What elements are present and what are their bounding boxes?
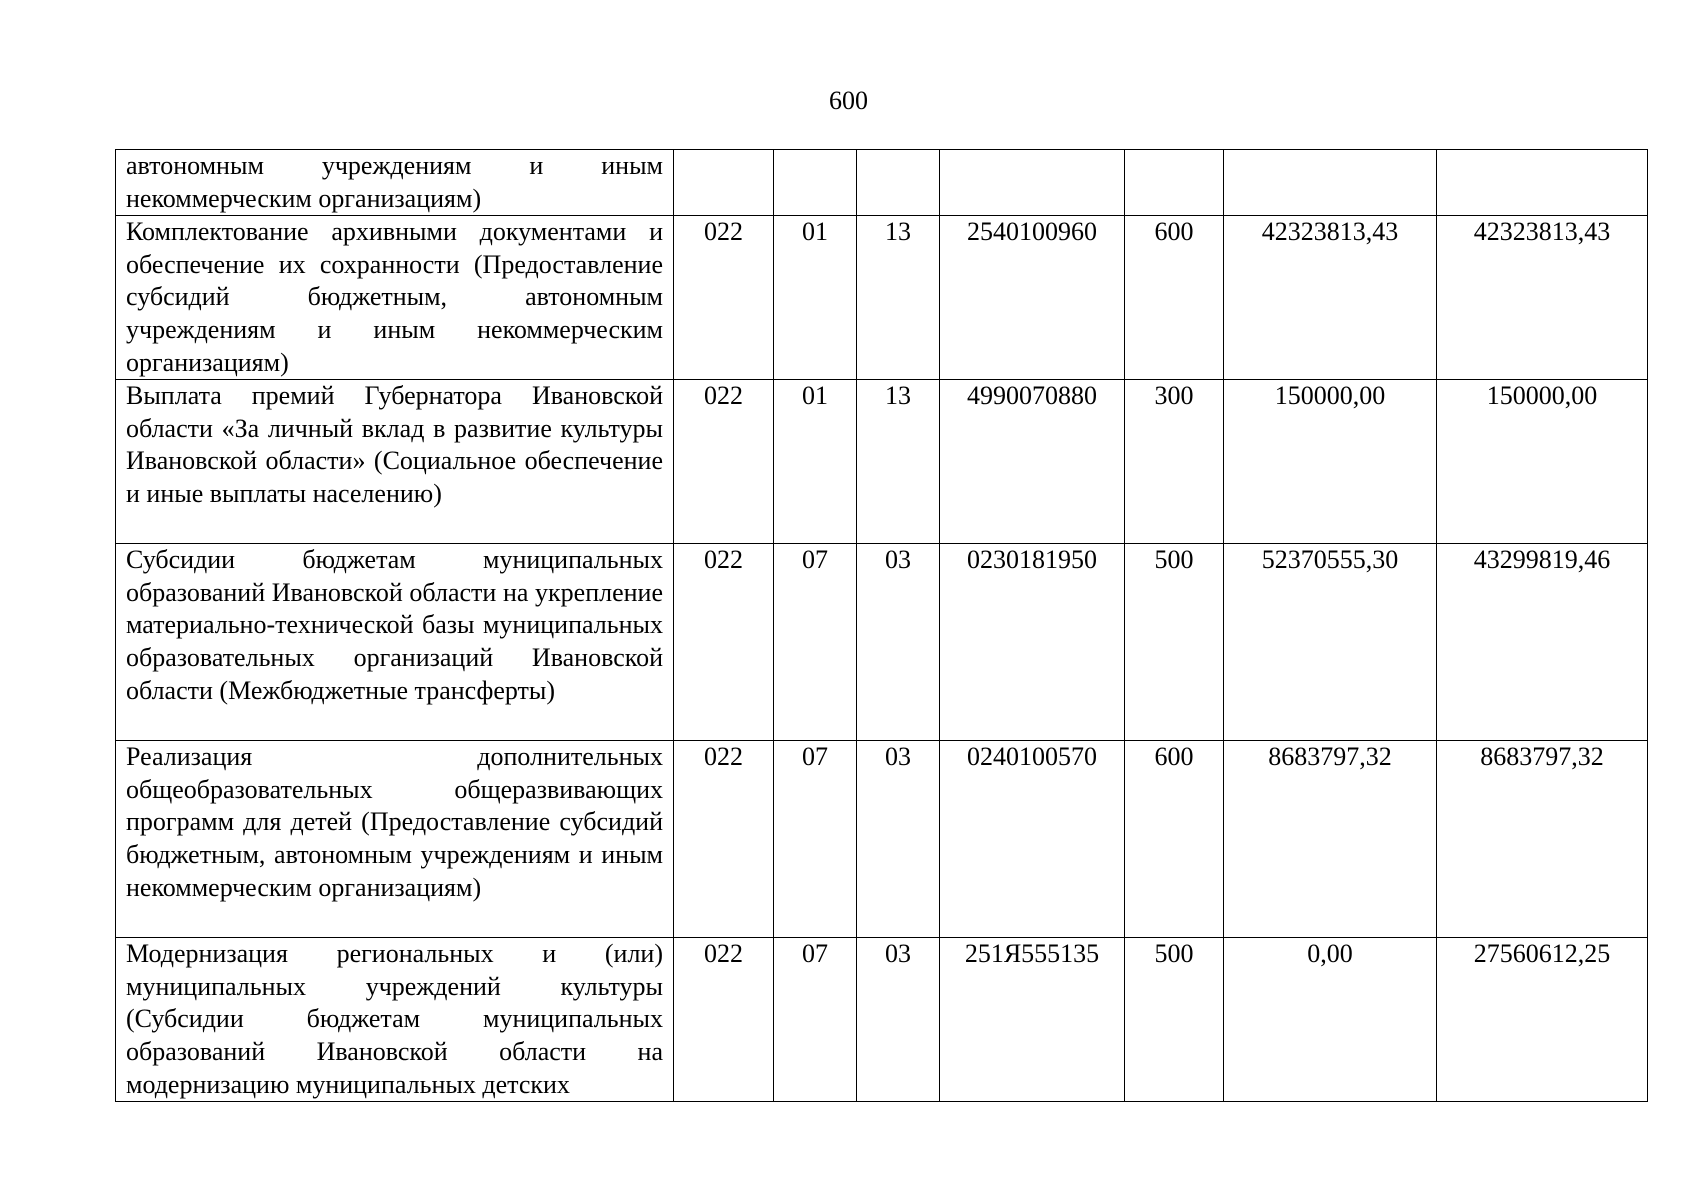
- row-description: Реализация дополнительных общеобразовательных общеразвивающих программ для детей (Предоставление субсидий бюджетным, автономным учреждениям и иным некоммерческим организациям): [116, 741, 674, 938]
- row-pr: 03: [857, 938, 940, 1102]
- row-sum-1: 8683797,32: [1224, 741, 1437, 938]
- row-vr: 300: [1125, 380, 1224, 544]
- row-csr: 4990070880: [940, 380, 1125, 544]
- row-csr: 0240100570: [940, 741, 1125, 938]
- row-sum-1: 0,00: [1224, 938, 1437, 1102]
- row-csr: 0230181950: [940, 544, 1125, 741]
- row-gr: 022: [674, 938, 774, 1102]
- row-csr: 2540100960: [940, 216, 1125, 380]
- row-description: Выплата премий Губернатора Ивановской области «За личный вклад в развитие культуры Ивановской области» (Социальное обеспечение и иные выплаты населению): [116, 380, 674, 544]
- row-vr: 600: [1125, 216, 1224, 380]
- row-sum-1: 150000,00: [1224, 380, 1437, 544]
- row-pr: 03: [857, 741, 940, 938]
- row-sum-2: 150000,00: [1437, 380, 1648, 544]
- table-row: [116, 938, 1648, 1102]
- row-vr: 500: [1125, 938, 1224, 1102]
- table-row: [116, 150, 1648, 216]
- row-description: Субсидии бюджетам муниципальных образований Ивановской области на укрепление материально-технической базы муниципальных образовательных организаций Ивановской области (Межбюджетные трансферты): [116, 544, 674, 741]
- row-csr: [940, 150, 1125, 216]
- row-sum-2: 27560612,25: [1437, 938, 1648, 1102]
- row-gr: 022: [674, 216, 774, 380]
- row-vr: [1125, 150, 1224, 216]
- row-gr: 022: [674, 741, 774, 938]
- row-description: автономным учреждениям и иным некоммерческим организациям): [116, 150, 674, 216]
- row-pr: 03: [857, 544, 940, 741]
- row-rz: 01: [774, 216, 857, 380]
- row-sum-1: 42323813,43: [1224, 216, 1437, 380]
- row-csr: 251Я555135: [940, 938, 1125, 1102]
- row-rz: 01: [774, 380, 857, 544]
- row-gr: 022: [674, 544, 774, 741]
- budget-table: [115, 149, 1648, 1102]
- row-sum-2: 43299819,46: [1437, 544, 1648, 741]
- row-rz: 07: [774, 544, 857, 741]
- row-gr: [674, 150, 774, 216]
- row-gr: 022: [674, 380, 774, 544]
- table-row: [116, 741, 1648, 938]
- row-description: Комплектование архивными документами и обеспечение их сохранности (Предоставление субсидий бюджетным, автономным учреждениям и иным некоммерческим организациям): [116, 216, 674, 380]
- page-number: 600: [829, 86, 868, 115]
- row-vr: 600: [1125, 741, 1224, 938]
- row-rz: [774, 150, 857, 216]
- table-row: [116, 380, 1648, 544]
- row-pr: 13: [857, 380, 940, 544]
- row-pr: [857, 150, 940, 216]
- row-pr: 13: [857, 216, 940, 380]
- row-sum-1: 52370555,30: [1224, 544, 1437, 741]
- row-sum-2: [1437, 150, 1648, 216]
- row-vr: 500: [1125, 544, 1224, 741]
- row-sum-1: [1224, 150, 1437, 216]
- row-sum-2: 42323813,43: [1437, 216, 1648, 380]
- table-row: [116, 216, 1648, 380]
- row-description: Модернизация региональных и (или) муниципальных учреждений культуры (Субсидии бюджетам муниципальных образований Ивановской области на модернизацию муниципальных детских: [116, 938, 674, 1102]
- table-row: [116, 544, 1648, 741]
- row-rz: 07: [774, 741, 857, 938]
- row-sum-2: 8683797,32: [1437, 741, 1648, 938]
- row-rz: 07: [774, 938, 857, 1102]
